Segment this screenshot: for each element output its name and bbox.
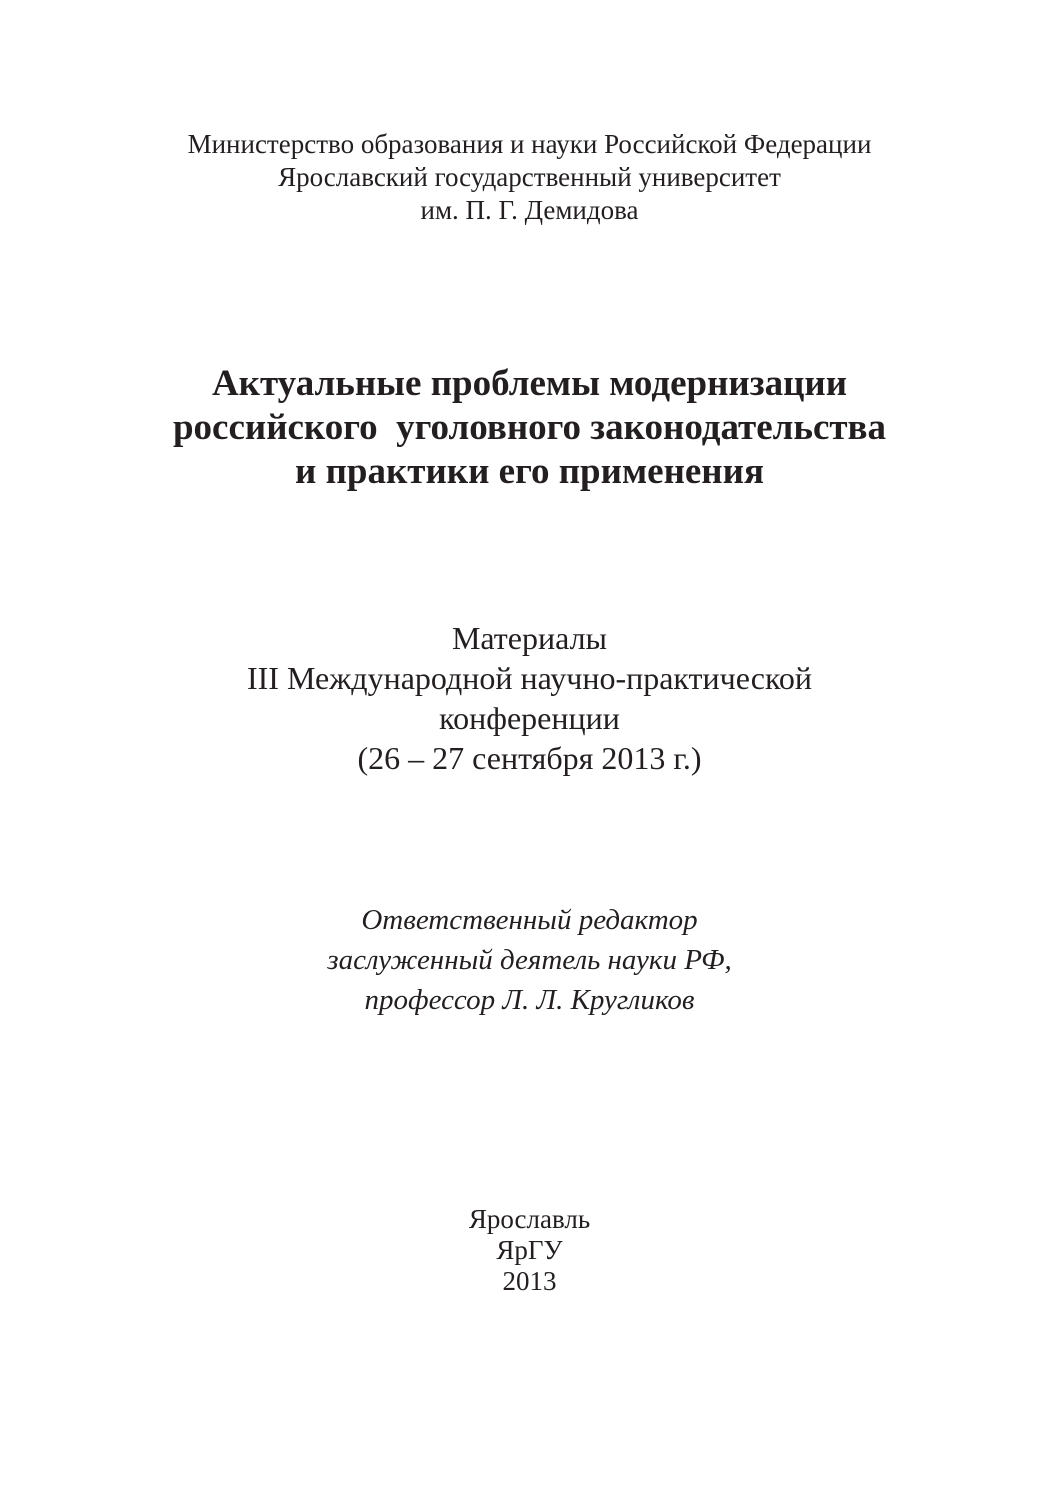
responsible-editor (0, 900, 1059, 1020)
imprint-year: 2013 (502, 1266, 557, 1296)
title-line-3: и практики его применения (295, 451, 764, 492)
materials-line-2: III Международной научно-практической (246, 660, 812, 696)
university-line: Ярославский государственный университет (278, 162, 781, 192)
imprint (0, 1204, 1059, 1297)
conference-materials (0, 618, 1059, 778)
conference-dates: (26 – 27 сентября 2013 г.) (357, 740, 702, 776)
title-line-1: Актуальные проблемы модернизации (211, 363, 848, 404)
book-title (0, 362, 1059, 494)
title-line-2: российского уголовного законодательства (172, 407, 887, 448)
editor-line-3: профессор Л. Л. Кругликов (364, 984, 695, 1016)
materials-line-3: конференции (439, 700, 620, 736)
publisher-header (0, 128, 1059, 227)
university-name-line: им. П. Г. Демидова (420, 195, 639, 225)
editor-line-1: Ответственный редактор (361, 904, 698, 936)
editor-line-2: заслуженный деятель науки РФ, (327, 944, 732, 976)
materials-line-1: Материалы (451, 620, 608, 656)
ministry-line: Министерство образования и науки Российской Федерации (187, 129, 872, 159)
imprint-publisher: ЯрГУ (496, 1235, 563, 1265)
imprint-city: Ярославль (468, 1204, 591, 1234)
